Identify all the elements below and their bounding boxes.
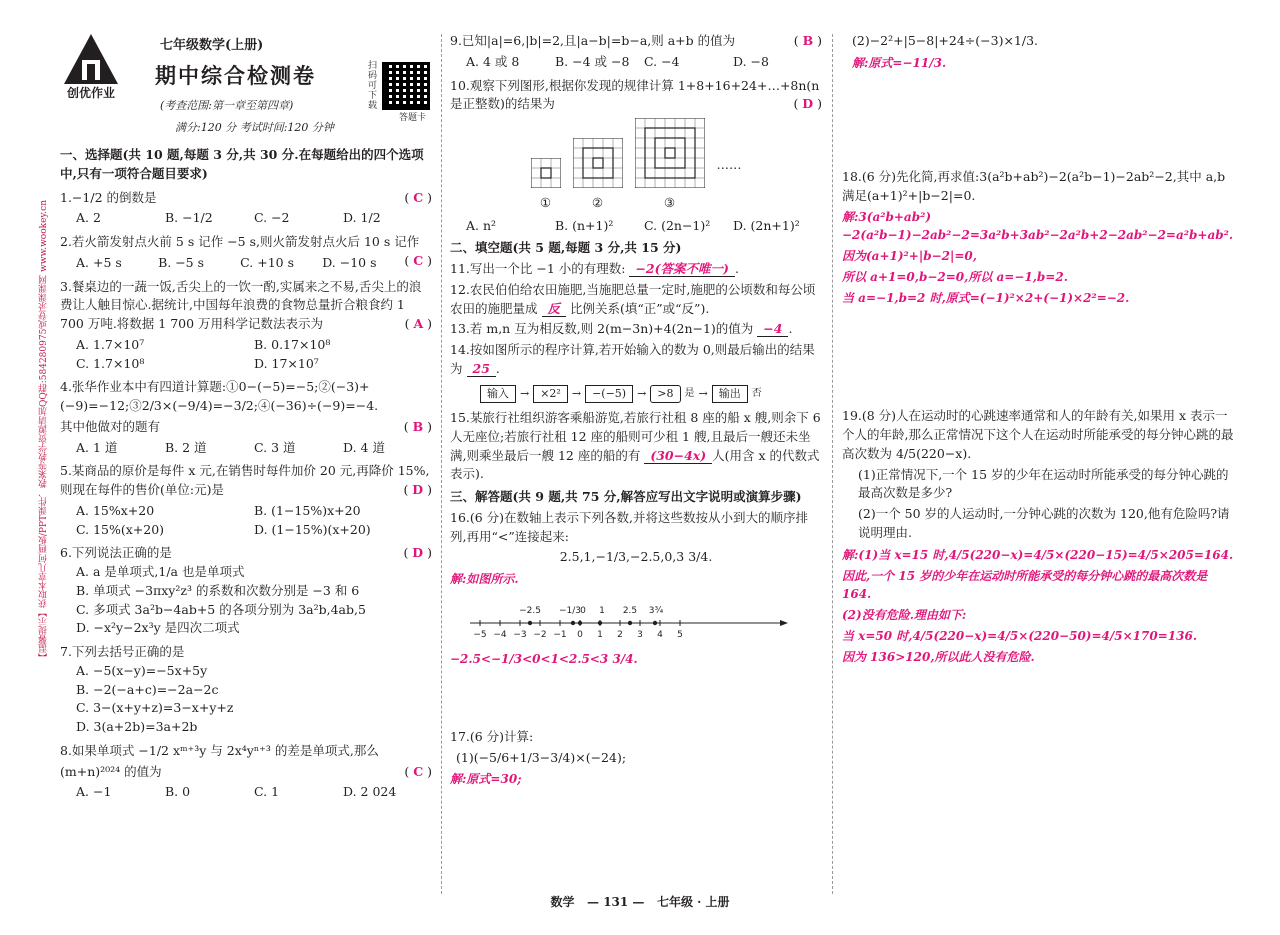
solution-line: 解:(1)当 x=15 时,4/5(220−x)=4/5×(220−15)=4/5×205=164.: [842, 547, 1234, 562]
page-number: — 131 —: [587, 895, 645, 909]
qr-label: 答题卡: [398, 113, 426, 123]
svg-text:0: 0: [580, 606, 586, 616]
column-2: [450, 30, 822, 791]
svg-text:2: 2: [617, 630, 623, 640]
solution-line: 因为 136>120,所以此人没有危险.: [842, 649, 1035, 664]
number-line: [460, 595, 800, 641]
question-5: 5.某商品的原价是每件 x 元,在销售时每件加价 20 元,再降价 15%,则现在每件的售价(单位:元)是 ( D ): [60, 463, 432, 497]
options: A. +5 s B. −5 s C. +10 s D. −10 s: [76, 254, 377, 270]
question-9: 9.已知|a|=6,|b|=2,且|a−b|=b−a,则 a+b 的值为 ( B ): [450, 33, 822, 48]
question-16-numbers: 2.5,1,−1/3,−2.5,0,3 3/4.: [559, 549, 713, 565]
answer-blank: 反: [542, 301, 567, 317]
solution: 解:如图所示.: [450, 572, 519, 586]
program-flowchart: [480, 385, 822, 404]
svg-text:−5: −5: [473, 630, 487, 640]
solution-line: 当 x=50 时,4/5(220−x)=4/5×(220−50)=4/5×170=136.: [842, 628, 1198, 643]
options: A. 2 B. −1/2 C. −2 D. 1/2: [76, 210, 381, 226]
svg-text:4: 4: [657, 630, 663, 640]
question-17: 17.(6 分)计算:: [450, 728, 534, 744]
options: A. n² B. (n+1)² C. (2n−1)² D. (2n+1)²: [466, 217, 800, 233]
solution-line: 所以 a+1=0,b−2=0,所以 a=−1,b=2.: [842, 270, 1068, 285]
section-choice: 一、选择题(共 10 题,每题 3 分,共 30 分.在每题给出的四个选项中,只有一项符合题目要求): [60, 147, 424, 181]
svg-text:0: 0: [577, 630, 583, 640]
figure-2: ②: [573, 138, 623, 213]
question-19: 19.(8 分)人在运动时的心跳速率通常和人的年龄有关,如果用 x 表示一个人的年龄,那么正常情况下这个人在运动时所能承受的每分钟心跳的最高次数为 4/5(220−x).: [842, 408, 1234, 461]
flow-step-multiply: ×2²: [533, 385, 568, 404]
footer-grade: 七年级 · 上册: [656, 895, 730, 909]
question-8-stem2: (m+n)²⁰²⁴ 的值为 ( C ): [60, 763, 432, 779]
flow-input: 输入: [480, 385, 516, 404]
options: A. 15%x+20 B. (1−15%)x+20 C. 15%(x+20) D. (1−15%)(x+20): [76, 502, 371, 537]
flow-condition: >8: [650, 385, 680, 404]
svg-text:3¾: 3¾: [648, 606, 664, 616]
flow-output: 输出: [712, 385, 748, 404]
section-fill: 二、填空题(共 5 题,每题 3 分,共 15 分): [450, 240, 682, 256]
pattern-figures: [450, 118, 822, 213]
brand-name: 创优作业: [66, 86, 115, 100]
scope-text: (考查范围:第一章至第四章): [160, 99, 294, 112]
svg-text:1: 1: [599, 606, 605, 616]
question-19-part2: (2)一个 50 岁的人运动时,一分钟心跳的次数为 120,他有危险吗?请说明理由.: [858, 506, 1230, 540]
svg-text:−4: −4: [493, 630, 507, 640]
solution-line: 解:3(a²b+ab²)−2(a²b−1)−2ab²−2=3a²b+3ab²−2a²b+2−2ab²−2=a²b+ab².: [842, 210, 1234, 243]
svg-text:−1/3: −1/3: [558, 606, 582, 616]
options: A. −5(x−y)=−5x+5y B. −2(−a+c)=−2a−2c C. 3−(x+y+z)=3−x+y+z D. 3(a+2b)=3a+2b: [76, 662, 234, 734]
question-17-part1: (1)(−5/6+1/3−3/4)×(−24);: [456, 749, 627, 765]
answer-blank: −2(答案不唯一): [629, 261, 735, 277]
question-8: 8.如果单项式 −1/2 xᵐ⁺³y 与 2x⁴yⁿ⁺³ 的差是单项式,那么: [60, 742, 379, 758]
flow-step-subtract: −(−5): [585, 385, 633, 404]
question-6: 6.下列说法正确的是 ( D ): [60, 545, 432, 561]
question-16: 16.(6 分)在数轴上表示下列各数,并将这些数按从小到大的顺序排列,再用“<”连接起来:: [450, 509, 809, 544]
options: A. a 是单项式,1/a 也是单项式 B. 单项式 −3πxy²z³ 的系数和次数分别是 −3 和 6 C. 多项式 3a²b−4ab+5 的各项分别为 3a²b,4ab,5 D. −x²y−2x³y 是四次二项式: [76, 564, 366, 636]
question-3: 3.餐桌边的一蔬一饭,舌尖上的一饮一酌,实属来之不易,舌尖上的浪费让人触目惊心.据统计,中国每年浪费的食物总量折合粮食约 1 700 万吨.将数据 1 700 万用科学记数法表示为 ( A ): [60, 278, 432, 331]
question-17-part2: (2)−2²+|5−8|+24÷(−3)×1/3.: [852, 33, 1039, 48]
svg-text:2.5: 2.5: [622, 606, 638, 616]
column-1: [60, 30, 432, 804]
answer-blank: (30−4x): [644, 448, 712, 464]
options: A. −1 B. 0 C. 1 D. 2 024: [76, 784, 397, 800]
svg-text:−3: −3: [513, 630, 527, 640]
question-4: 4.张华作业本中有四道计算题:①0−(−5)=−5;②(−3)+(−9)=−12;③2/3×(−9/4)=−3/2;④(−36)÷(−9)=−4.: [60, 379, 379, 413]
meta-text: 满分:120 分 考试时间:120 分钟: [175, 121, 334, 134]
flow-yes-label: 是: [684, 388, 695, 400]
svg-text:−2.5: −2.5: [519, 606, 541, 616]
figure-3: ③: [635, 118, 705, 213]
options: A. 1.7×10⁷ B. 0.17×10⁸ C. 1.7×10⁸ D. 17×10⁷: [76, 336, 331, 371]
answer: C: [413, 189, 424, 205]
qr-code[interactable]: [382, 62, 430, 110]
footer-subject: 数学: [550, 895, 575, 909]
column-divider: [832, 34, 833, 894]
column-3: [842, 30, 1240, 669]
svg-text:5: 5: [677, 630, 683, 640]
page-footer: [0, 893, 1280, 911]
figure-1: ①: [531, 158, 561, 213]
question-1: 1.−1/2 的倒数是 ( C ): [60, 189, 432, 205]
arrow-icon: →: [637, 386, 647, 400]
solution: 解:原式=30;: [450, 772, 522, 787]
side-note: 【温馨提示】获取本章几何画板/PPT课件、教案等教学资源请加QQ群:584280975或登录课课网 www.wookey.cn: [39, 200, 49, 663]
subject-title: 七年级数学(上册): [160, 38, 264, 53]
solution-order: −2.5<−1/3<0<1<2.5<3 3/4.: [450, 651, 638, 666]
question-10: 10.观察下列图形,根据你发现的规律计算 1+8+16+24+…+8n(n 是正整数)的结果为 ( D ): [450, 77, 822, 112]
arrow-icon: →: [520, 386, 530, 400]
question-15: 15.某旅行社组织游客乘船游览,若旅行社租 8 座的船 x 艘,则余下 6 人无座位;若旅行社租 12 座的船则可少租 1 艘,且最后一艘还未坐满,则乘坐最后一艘 12 座的船的有 (30−4x) 人(用含 x 的代数式表示).: [450, 410, 821, 482]
svg-text:3: 3: [637, 630, 643, 640]
question-13: 13.若 m,n 互为相反数,则 2(m−3n)+4(2n−1)的值为 −4 .: [450, 321, 793, 337]
answer-blank: −4: [757, 321, 788, 337]
question-2: 2.若火箭发射点火前 5 s 记作 −5 s,则火箭发射点火后 10 s 记作 ( C ): [60, 234, 432, 268]
question-19-part1: (1)正常情况下,一个 15 岁的少年在运动时所能承受的每分钟心跳的最高次数是多少?: [858, 466, 1229, 501]
svg-text:1: 1: [597, 630, 603, 640]
options: A. 4 或 8 B. −4 或 −8 C. −4 D. −8: [466, 53, 769, 69]
arrow-icon: →: [698, 386, 708, 400]
solution: 解:原式=−11/3.: [852, 55, 947, 70]
options: A. 1 道 B. 2 道 C. 3 道 D. 4 道: [76, 439, 385, 455]
solution-line: 因此,一个 15 岁的少年在运动时所能承受的每分钟心跳的最高次数是 164.: [842, 568, 1208, 601]
question-14: 14.按如图所示的程序计算,若开始输入的数为 0,则最后输出的结果为 25 .: [450, 342, 815, 376]
svg-text:−2: −2: [533, 630, 547, 640]
solution-line: 当 a=−1,b=2 时,原式=(−1)²×2+(−1)×2²=−2.: [842, 291, 1130, 306]
answer-blank: 25: [467, 361, 496, 377]
question-11: 11.写出一个比 −1 小的有理数: −2(答案不唯一) .: [450, 261, 739, 276]
arrow-icon: →: [571, 386, 582, 400]
qr-caption: 扫码可下载: [368, 61, 378, 111]
solution-line: 因为(a+1)²+|b−2|=0,: [842, 249, 977, 264]
header: [60, 30, 432, 142]
question-18: 18.(6 分)先化简,再求值:3(a²b+ab²)−2(a²b−1)−2ab²−2,其中 a,b 满足(a+1)²+|b−2|=0.: [842, 168, 1226, 203]
svg-text:−1: −1: [553, 630, 567, 640]
column-divider: [441, 34, 442, 894]
section-solve: 三、解答题(共 9 题,共 75 分,解答应写出文字说明或演算步骤): [450, 489, 802, 504]
figure-ellipsis: ……: [716, 156, 742, 172]
page-title: 期中综合检测卷: [155, 63, 316, 88]
question-4-stem2: 其中他做对的题有 ( B ): [60, 418, 432, 434]
solution-line: (2)没有危险.理由如下:: [842, 607, 967, 622]
question-12: 12.农民伯伯给农田施肥,当施肥总量一定时,施肥的公顷数和每公顷农田的施肥量成 反 比例关系(填“正”或“反”).: [450, 281, 816, 316]
flow-no-label: 否: [751, 388, 762, 400]
question-7: 7.下列去括号正确的是: [60, 644, 185, 659]
